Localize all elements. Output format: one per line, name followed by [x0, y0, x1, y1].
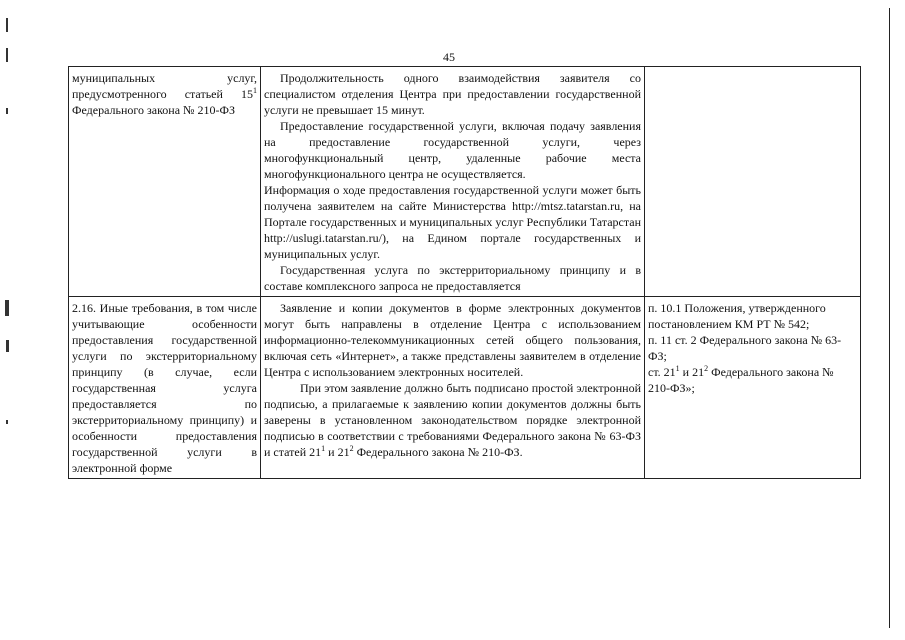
left-margin-marks	[0, 0, 20, 640]
row2-col3-sup1: 1	[675, 364, 680, 373]
row2-col3-line3-text-a: ст. 21	[648, 365, 676, 379]
row1-col2-para1: Продолжительность одного взаимодействия заявителя со специалистом отделения Центра при предоставлении государственной услуги не превышает 15 минут.	[264, 71, 641, 117]
row1-col1-text-a: муниципальных услуг, предусмотренного статьей 15	[72, 71, 257, 101]
row2-col2-para2-text-c: Федерального закона № 210-ФЗ.	[353, 445, 523, 459]
row1-col2-para3: Информация о ходе предоставления государственной услуги может быть получена заявителем на сайте Министерства http://mtsz.tatarstan.ru, на Портале государственных и муниципальных услуг Республики Татарстан http://uslugi.tatarstan.ru/), на Едином портале государственных и муниципальных услуг.	[264, 183, 641, 261]
row2-col1-cell: 2.16. Иные требования, в том числе учитывающие особенности предоставления государственной услуги по экстерриториальному принципу (в случае, если государственная услуга предоставляется по экстерриториальному принципу) и особенности предоставления государственной услуги в электронной форме	[69, 297, 261, 479]
row1-col1-text-b: Федерального закона № 210-ФЗ	[72, 103, 235, 117]
row2-col2-sup1: 1	[321, 444, 326, 453]
row2-col3-line1: п. 10.1 Положения, утвержденного постановлением КМ РТ № 542;	[648, 301, 826, 331]
row1-col1-cell	[69, 67, 261, 297]
table-row	[69, 297, 861, 479]
requirements-table	[68, 66, 861, 479]
row2-col2-para2-text-b: и 21	[325, 445, 350, 459]
row2-col3-sup2: 2	[704, 364, 709, 373]
row1-col2-para2: Предоставление государственной услуги, включая подачу заявления на предоставление государственной услуги, через многофункциональный центр, удаленные рабочие места многофункционального центра не осуществляется.	[264, 119, 641, 181]
page-number: 45	[443, 50, 455, 64]
row1-col2-cell	[261, 67, 645, 297]
row2-col2-para2-text-a: При этом заявление должно быть подписано простой электронной подписью, а прилагаемые к заявлению копии документов должны быть заверены в установленном законодательством порядке электронной подписью в соответствии с требованиями Федерального закона № 63-ФЗ и статей 21	[264, 381, 641, 459]
table-row	[69, 67, 861, 297]
row1-col2-para4: Государственная услуга по экстерриториальному принципу и в составе комплексного запроса не предоставляется	[264, 263, 641, 293]
row2-col3-line3-text-b: и 21	[679, 365, 705, 379]
row2-col3-line3-text-c: Федерального закона № 210-ФЗ»;	[648, 365, 834, 395]
row2-col3-line3	[648, 364, 857, 396]
right-edge-rule	[889, 8, 890, 628]
row2-col2-para2	[264, 380, 641, 460]
row1-col1-sup: 1	[253, 86, 257, 95]
row2-col2-cell	[261, 297, 645, 479]
row2-col2-para1: Заявление и копии документов в форме электронных документов могут быть направлены в отделение Центра с использованием информационно-телекоммуникационных сетей общего пользования, включая сеть «Интернет», а также представлены заявителем в отделение Центра с использованием электронных носителей.	[264, 301, 641, 379]
row2-col3-cell	[645, 297, 861, 479]
row1-col3-cell	[645, 67, 861, 297]
row2-col3-line2: п. 11 ст. 2 Федерального закона № 63-ФЗ;	[648, 333, 842, 363]
row2-col2-sup2: 2	[349, 444, 354, 453]
